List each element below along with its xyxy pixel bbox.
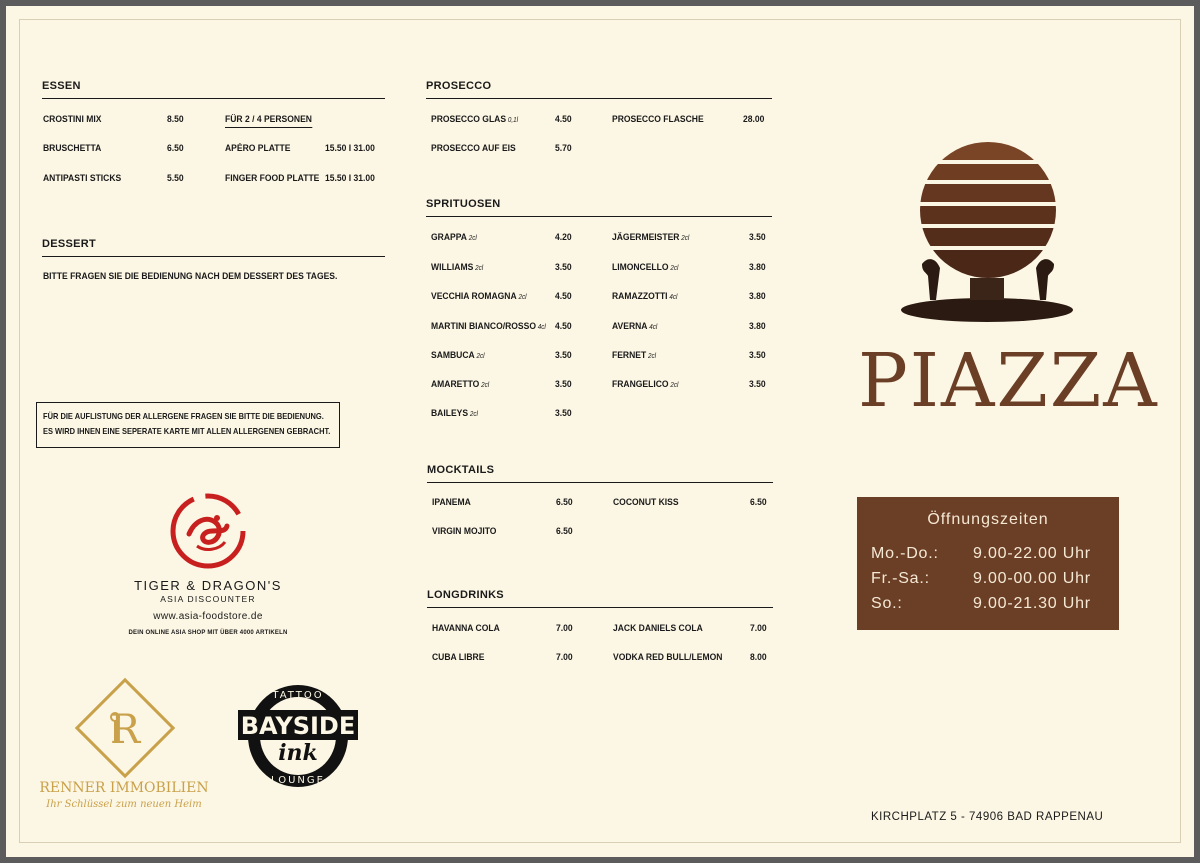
spirit-price-3: 4.50 [555,291,572,302]
essen-group-label: FÜR 2 / 4 PERSONEN [225,114,312,128]
tiger-dragon-tagline: DEIN ONLINE ASIA SHOP MIT ÜBER 4000 ARTIKELN [128,630,288,636]
essen-group-item-1: APÉRO PLATTE [225,143,291,154]
mocktail-item-3: COCONUT KISS [613,497,679,508]
dragon-logo-icon [167,490,249,572]
spirit-price-12: 3.50 [749,350,766,361]
svg-text:LOUNGE: LOUNGE [271,775,325,786]
tiger-dragon-sub: ASIA DISCOUNTER [160,594,256,604]
spirit-price-2: 3.50 [555,262,572,273]
bayside-ink-logo-icon [236,682,360,790]
essen-item-1: CROSTINI MIX [43,114,102,125]
spirit-item-9: LIMONCELLO 2cl [612,262,679,273]
mocktail-price-1: 6.50 [556,497,573,508]
svg-text:TATTOO: TATTOO [272,690,324,701]
spirit-price-11: 3.80 [749,321,766,332]
opening-hours-panel [857,497,1119,630]
tiger-dragon-name: TIGER & DRAGON'S [134,578,282,593]
opening-hours-title: Öffnungszeiten [927,511,1049,528]
renner-tagline: Ihr Schlüssel zum neuen Heim [46,799,202,810]
spirit-price-4: 4.50 [555,321,572,332]
spirit-item-1: GRAPPA 2cl [431,232,477,243]
mocktail-price-3: 6.50 [750,497,767,508]
allergen-note [36,402,340,448]
svg-text:R: R [109,707,141,753]
allergen-note-line-2: ES WIRD IHNEN EINE SEPERATE KARTE MIT ALLEN ALLERGENEN GEBRACHT. [43,426,331,436]
spirit-item-5: SAMBUCA 2cl [431,350,485,361]
spirit-item-7: BAILEYS 2cl [431,408,478,419]
longdrink-price-4: 8.00 [750,652,767,663]
essen-heading: ESSEN [42,80,385,99]
spirit-price-1: 4.20 [555,232,572,243]
essen-group-price-2: 15.50 I 31.00 [325,173,375,184]
spirit-item-4: MARTINI BIANCO/ROSSO 4cl [431,321,546,332]
prosecco-item-1: PROSECCO GLAS 0,1l [431,114,519,125]
hours-days-2: Fr.-Sa.: [871,570,930,587]
spirit-price-9: 3.80 [749,262,766,273]
spirit-item-11: AVERNA 4cl [612,321,658,332]
longdrinks-heading: LONGDRINKS [427,589,773,608]
spirit-price-7: 3.50 [555,408,572,419]
dessert-text: BITTE FRAGEN SIE DIE BEDIENUNG NACH DEM DESSERT DES TAGES. [43,271,338,282]
mocktail-price-2: 6.50 [556,526,573,537]
spirituosen-heading: SPRITUOSEN [426,198,772,217]
hours-time-2: 9.00-00.00 Uhr [973,570,1091,587]
spirit-price-6: 3.50 [555,379,572,390]
spirit-item-13: FRANGELICO 2cl [612,379,679,390]
spirit-price-13: 3.50 [749,379,766,390]
tiger-dragon-url: www.asia-foodstore.de [153,611,263,622]
mocktails-heading: MOCKTAILS [427,464,773,483]
longdrink-item-3: JACK DANIELS COLA [613,623,703,634]
prosecco-price-2: 5.70 [555,143,572,154]
longdrink-item-2: CUBA LIBRE [432,652,485,663]
longdrink-item-1: HAVANNA COLA [432,623,500,634]
essen-group-price-1: 15.50 I 31.00 [325,143,375,154]
longdrink-price-3: 7.00 [750,623,767,634]
essen-price-1: 8.50 [167,114,184,125]
hours-time-3: 9.00-21.30 Uhr [973,595,1091,612]
prosecco-item-2: PROSECCO AUF EIS [431,143,516,154]
hours-time-1: 9.00-22.00 Uhr [973,545,1091,562]
mocktail-item-1: IPANEMA [432,497,471,508]
spirit-item-12: FERNET 2cl [612,350,657,361]
key-diamond-logo-icon [74,677,176,779]
prosecco-item-3: PROSECCO FLASCHE [612,114,704,125]
spirit-item-3: VECCHIA ROMAGNA 2cl [431,291,527,302]
longdrink-price-2: 7.00 [556,652,573,663]
prosecco-heading: PROSECCO [426,80,772,99]
prosecco-price-3: 28.00 [743,114,765,125]
renner-name: RENNER IMMOBILIEN [39,780,209,796]
spirit-price-8: 3.50 [749,232,766,243]
spirit-price-10: 3.80 [749,291,766,302]
mocktail-item-2: VIRGIN MOJITO [432,526,497,537]
hours-days-1: Mo.-Do.: [871,545,939,562]
svg-text:BAYSIDE: BAYSIDE [240,712,356,740]
longdrink-item-4: VODKA RED BULL/LEMON [613,652,723,663]
spirit-item-6: AMARETTO 2cl [431,379,490,390]
essen-group-item-2: FINGER FOOD PLATTE [225,173,320,184]
spirit-item-2: WILLIAMS 2cl [431,262,484,273]
longdrink-price-1: 7.00 [556,623,573,634]
spirit-item-10: RAMAZZOTTI 4cl [612,291,678,302]
brand-name: PIAZZA [858,338,1159,424]
hours-days-3: So.: [871,595,903,612]
essen-price-3: 5.50 [167,173,184,184]
spirit-item-8: JÄGERMEISTER 2cl [612,232,690,243]
svg-text:ink: ink [278,740,318,766]
allergen-note-line-1: FÜR DIE AUFLISTUNG DER ALLERGENE FRAGEN SIE BITTE DIE BEDIENUNG. [43,411,324,421]
essen-price-2: 6.50 [167,143,184,154]
essen-item-3: ANTIPASTI STICKS [43,173,122,184]
spirit-price-5: 3.50 [555,350,572,361]
restaurant-address: KIRCHPLATZ 5 - 74906 BAD RAPPENAU [871,811,1104,823]
prosecco-price-1: 4.50 [555,114,572,125]
piazza-barrel-logo-icon [900,138,1076,324]
dessert-heading: DESSERT [42,238,385,257]
essen-item-2: BRUSCHETTA [43,143,102,154]
